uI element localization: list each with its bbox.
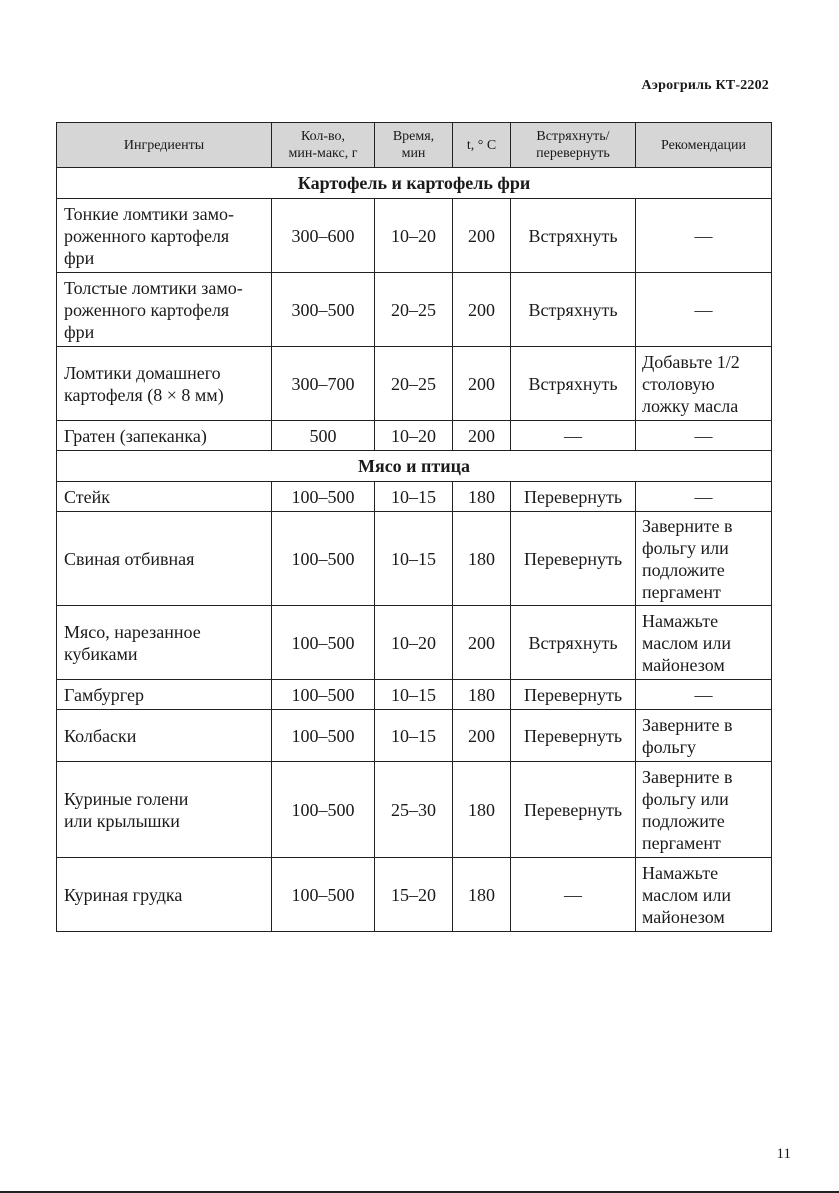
ingredient-line: Колбаски xyxy=(64,725,137,746)
ingredient-cell xyxy=(57,512,272,606)
time-cell: 10–20 xyxy=(375,421,453,451)
time-cell: 20–25 xyxy=(375,347,453,421)
time-cell: 15–20 xyxy=(375,858,453,932)
recommendation-cell xyxy=(636,512,772,606)
ingredient-line: роженного картофеля xyxy=(64,299,230,320)
ingredient-line: Толстые ломтики замо- xyxy=(64,277,243,298)
temperature-cell: 180 xyxy=(453,680,511,710)
recommendation-cell xyxy=(636,421,772,451)
recommendation-line: Заверните в xyxy=(642,766,733,787)
time-cell: 10–15 xyxy=(375,680,453,710)
header-action-line: перевернуть xyxy=(536,146,610,161)
table-row xyxy=(57,347,772,421)
action-cell: Встряхнуть xyxy=(511,347,636,421)
quantity-cell: 500 xyxy=(272,421,375,451)
header-ingredients-line: Ингредиенты xyxy=(123,137,205,153)
time-cell: 10–20 xyxy=(375,606,453,680)
ingredient-line: фри xyxy=(64,247,95,268)
recommendation-line: — xyxy=(694,225,713,246)
table-row xyxy=(57,606,772,680)
header-recommendations xyxy=(636,123,772,168)
ingredient-line: или крылышки xyxy=(64,810,180,831)
recommendation-cell xyxy=(636,199,772,273)
quantity-cell: 100–500 xyxy=(272,762,375,858)
ingredient-line: Стейк xyxy=(64,486,111,507)
temperature-cell: 200 xyxy=(453,347,511,421)
header-time xyxy=(375,123,453,168)
quantity-cell: 100–500 xyxy=(272,710,375,762)
recommendation-line: Заверните в xyxy=(642,515,733,536)
ingredient-cell xyxy=(57,710,272,762)
section-row xyxy=(57,451,772,482)
recommendation-line: фольгу или xyxy=(642,537,729,558)
temperature-cell: 180 xyxy=(453,762,511,858)
table-row xyxy=(57,199,772,273)
temperature-cell: 200 xyxy=(453,710,511,762)
recommendation-line: Намажьте xyxy=(642,610,719,631)
temperature-cell: 200 xyxy=(453,606,511,680)
quantity-cell: 100–500 xyxy=(272,680,375,710)
action-cell: Встряхнуть xyxy=(511,199,636,273)
header-ingredients xyxy=(57,123,272,168)
section-row xyxy=(57,168,772,199)
header-recommendations-line: Рекомендации xyxy=(660,137,747,153)
ingredient-cell xyxy=(57,199,272,273)
recommendation-line: майонезом xyxy=(642,654,725,675)
action-cell: Перевернуть xyxy=(511,512,636,606)
recommendation-line: Заверните в xyxy=(642,714,733,735)
time-cell: 25–30 xyxy=(375,762,453,858)
action-cell: Встряхнуть xyxy=(511,606,636,680)
ingredient-line: фри xyxy=(64,321,95,342)
ingredient-line: Куриная грудка xyxy=(64,884,183,905)
recommendation-cell xyxy=(636,710,772,762)
temperature-cell: 180 xyxy=(453,482,511,512)
recommendation-cell xyxy=(636,680,772,710)
ingredient-line: кубиками xyxy=(64,643,138,664)
recommendation-cell xyxy=(636,482,772,512)
recommendation-line: фольгу или xyxy=(642,788,729,809)
time-cell: 10–15 xyxy=(375,512,453,606)
recommendation-cell xyxy=(636,858,772,932)
table-row xyxy=(57,512,772,606)
table-row xyxy=(57,710,772,762)
action-cell: Перевернуть xyxy=(511,762,636,858)
temperature-cell: 200 xyxy=(453,273,511,347)
ingredient-line: картофеля (8 × 8 мм) xyxy=(64,384,224,405)
table-row xyxy=(57,762,772,858)
table-header xyxy=(57,123,772,168)
recommendation-line: — xyxy=(694,684,713,705)
quantity-cell: 100–500 xyxy=(272,858,375,932)
action-cell: Встряхнуть xyxy=(511,273,636,347)
header-row xyxy=(57,123,772,168)
recommendation-line: пергамент xyxy=(642,832,721,853)
recommendation-line: ложку масла xyxy=(642,395,739,416)
recommendation-line: Добавьте 1/2 xyxy=(642,351,740,372)
recommendation-cell xyxy=(636,273,772,347)
recommendation-line: маслом или xyxy=(642,632,732,653)
header-quantity xyxy=(272,123,375,168)
ingredient-line: Мясо, нарезанное xyxy=(64,621,201,642)
ingredient-line: Куриные голени xyxy=(64,788,189,809)
ingredient-cell xyxy=(57,347,272,421)
temperature-cell: 180 xyxy=(453,512,511,606)
header-time-line: мин xyxy=(401,146,426,161)
header-temperature xyxy=(453,123,511,168)
table-row xyxy=(57,421,772,451)
section-title: Мясо и птица xyxy=(57,451,772,482)
recommendation-cell xyxy=(636,606,772,680)
cooking-table xyxy=(56,122,772,932)
ingredient-cell xyxy=(57,858,272,932)
header-action-line: Встряхнуть/ xyxy=(536,129,610,144)
time-cell: 10–15 xyxy=(375,482,453,512)
recommendation-line: пергамент xyxy=(642,581,721,602)
header-action xyxy=(511,123,636,168)
recommendation-line: маслом или xyxy=(642,884,732,905)
recommendation-line: столовую xyxy=(642,373,715,394)
recommendation-line: — xyxy=(694,486,713,507)
ingredient-cell xyxy=(57,680,272,710)
time-cell: 20–25 xyxy=(375,273,453,347)
action-cell: Перевернуть xyxy=(511,680,636,710)
ingredient-cell xyxy=(57,421,272,451)
section-title: Картофель и картофель фри xyxy=(57,168,772,199)
quantity-cell: 300–700 xyxy=(272,347,375,421)
temperature-cell: 200 xyxy=(453,421,511,451)
ingredient-line: Тонкие ломтики замо- xyxy=(64,203,235,224)
recommendation-line: майонезом xyxy=(642,906,725,927)
quantity-cell: 300–500 xyxy=(272,273,375,347)
quantity-cell: 100–500 xyxy=(272,606,375,680)
action-cell: Перевернуть xyxy=(511,482,636,512)
recommendation-line: — xyxy=(694,299,713,320)
ingredient-cell xyxy=(57,482,272,512)
ingredient-line: Ломтики домашнего xyxy=(64,362,221,383)
quantity-cell: 100–500 xyxy=(272,512,375,606)
action-cell: Перевернуть xyxy=(511,710,636,762)
table-body xyxy=(57,168,772,932)
ingredient-line: Свиная отбивная xyxy=(64,548,195,569)
ingredient-cell xyxy=(57,273,272,347)
recommendation-cell xyxy=(636,762,772,858)
table-row xyxy=(57,273,772,347)
page-number: 11 xyxy=(776,1146,791,1162)
running-head: Аэрогриль КТ-2202 xyxy=(641,78,769,93)
table-row xyxy=(57,858,772,932)
table-row xyxy=(57,482,772,512)
header-quantity-line: мин-макс, г xyxy=(288,146,358,161)
quantity-cell: 100–500 xyxy=(272,482,375,512)
recommendation-line: подложите xyxy=(642,559,725,580)
action-cell: — xyxy=(511,858,636,932)
recommendation-line: подложите xyxy=(642,810,725,831)
time-cell: 10–15 xyxy=(375,710,453,762)
recommendation-cell xyxy=(636,347,772,421)
header-quantity-line: Кол-во, xyxy=(300,129,346,144)
ingredient-line: Гамбургер xyxy=(64,684,144,705)
action-cell: — xyxy=(511,421,636,451)
ingredient-cell xyxy=(57,762,272,858)
recommendation-line: фольгу xyxy=(642,736,696,757)
temperature-cell: 180 xyxy=(453,858,511,932)
header-time-line: Время, xyxy=(392,129,435,144)
ingredient-line: роженного картофеля xyxy=(64,225,230,246)
header-temperature-line: t, ° C xyxy=(466,137,497,153)
ingredient-line: Гратен (запеканка) xyxy=(64,425,207,446)
temperature-cell: 200 xyxy=(453,199,511,273)
time-cell: 10–20 xyxy=(375,199,453,273)
recommendation-line: — xyxy=(694,425,713,446)
quantity-cell: 300–600 xyxy=(272,199,375,273)
table-row xyxy=(57,680,772,710)
ingredient-cell xyxy=(57,606,272,680)
recommendation-line: Намажьте xyxy=(642,862,719,883)
